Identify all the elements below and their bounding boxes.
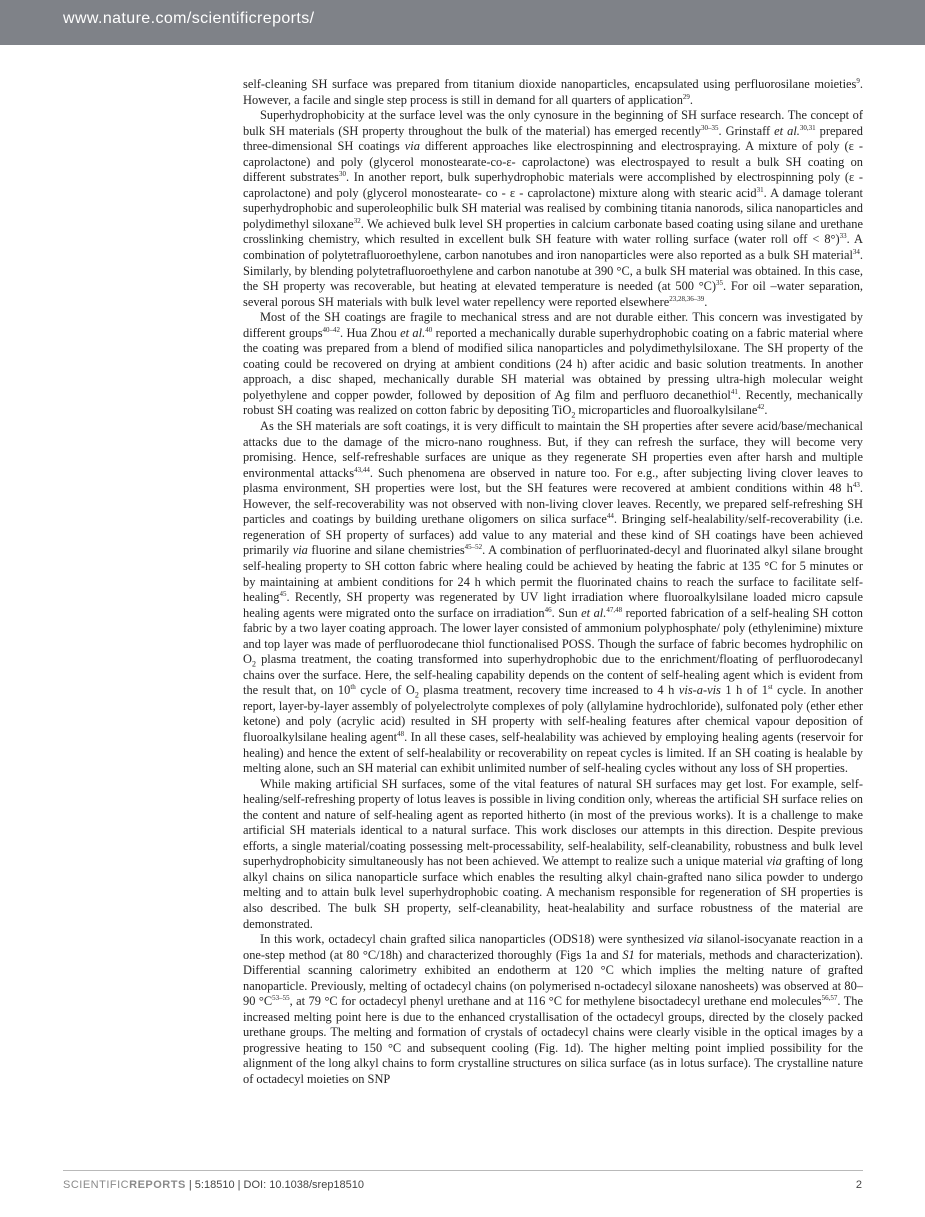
body-paragraph [243,932,863,1087]
reference-superscript: 34 [852,247,860,256]
text-run: prepared three-dimensional SH coatings [243,123,863,154]
text-run: . [689,92,694,107]
text-run: plasma treatment, the coating transformed into superhydrophobic due to the enrichment/floating of perfluorodecanyl chains over the surface. Here, the self-healing capability depends on the content of self-healing agent which is evident from the result that, on 10 [243,652,863,698]
italic-text: vis-a-vis [678,683,721,698]
article-body [243,77,863,1088]
text-run: . [764,403,768,418]
italic-text: et al. [400,325,426,340]
italic-text: et al. [774,123,800,138]
text-run: cycle of O [355,683,415,698]
text-run: . Sun [551,605,582,620]
journal-name-bold: REPORTS [129,1179,186,1191]
text-run: . Recently, SH property was regenerated by UV light irradiation where fluoroalkylsilane loaded micro capsule healing agents were migrated onto the surface on irradiation [243,590,863,620]
text-run: plasma treatment, recovery time increased to 4 h [418,683,679,698]
text-run: . In all these cases, self-healability was achieved by employing healing agents (reservoir for healing) and hence the extent of self-healability or recoverability on repeat cycles is limited. If an SH coating is healable by melting alone, such an SH material can exhibit unlimited number of self-healing cycles without any loss of SH properties. [243,729,863,776]
reference-superscript: 56,57 [821,994,838,1003]
reference-superscript: 41 [730,387,738,396]
text-run: . A damage tolerant superhydrophobic and superoleophilic bulk SH material was realised by combining titania nanorods, silica nanoparticles and polydimethyl siloxane [243,185,863,231]
reference-superscript: 9 [856,76,860,85]
text-run: , at 79 °C for octadecyl phenyl urethane and at 116 °C for methylene bisoctadecyl urethane end molecules [289,994,822,1009]
text-run: cycle. In another report, layer-by-layer assembly of polyelectrolyte complexes of poly (allylamine hydrochloride), sulfonated poly (ether ether ketone) and poly (acrylic acid) resulted in SH property with self-healing features after chemical vapour deposition of fluoroalkylsilane healing agent [243,683,863,744]
text-run: . Similarly, by blending polytetrafluoroethylene and carbon nanotube at 390 °C, a bulk SH material was obtained. In this case, the SH property was recoverable, but heating at elevated temperature is needed (at 500 °C) [243,248,863,294]
reference-superscript: 30,31 [799,123,816,132]
text-run: . We achieved bulk level SH properties in calcium carbonate based coating using silane and urethane crosslinking chemistry, which resulted in excellent bulk SH feature with water rolling surface (water roll off < 8°) [243,216,863,247]
text-run: . The increased melting point here is due to the enhanced crystallisation of the octadecyl groups, directed by the closely packed urethane groups. The melting and formation of crystals of octadecyl chains were clearly visible in the optical images by a progressive heating to 150 °C and subsequent cooling (Fig. 1d). The higher melting point implied possibility for the alignment of the long alkyl chains to form crystalline structures on silica surface (as in lotus surface). The crystalline nature of octadecyl moieties on SNP [243,994,863,1086]
reference-superscript: 45–52 [464,543,483,552]
text-run: . A combination of polytetrafluoroethylene, carbon nanotubes and iron nanoparticles were also reported as a bulk SH material [243,232,863,263]
text-run: As the SH materials are soft coatings, it is very difficult to maintain the SH properties after severe acid/base/mechanical attacks due to the damage of the micro-nano roughness. But, if they can refresh the surface, they will become very promising. Hence, self-refreshable surfaces are unique as they regenerate SH properties even after harsh and multiple environmental attacks [243,419,863,480]
text-run: . In another report, bulk superhydrophobic materials were accomplished by electrospinning poly (ε -caprolactone) and poly (glycerol monostearate- co - ε - caprolactone) mixture along with stearic acid [243,170,863,200]
reference-superscript: 32 [353,216,361,225]
text-run: . [704,294,708,309]
reference-superscript: 44 [606,512,614,521]
text-run: . Such phenomena are observed in nature too. For e.g., after subjecting living clover leaves to plasma environment, SH properties were lost, but the SH features were recovered at ambient conditions within 48 h [243,465,863,496]
footer-separator: | [237,1179,241,1191]
text-run: different approaches like electrospinning and electrospraying. A mixture of poly (ε -caprolactone) and poly (glycerol monostearate-co-ε- caprolactone) was electrospayed to result a bulk SH coating on different substrates [243,139,863,185]
text-run: fluorine and silane chemistries [307,543,465,558]
text-run: Superhydrophobicity at the surface level was the only cynosure in the beginning of SH surface research. The concept of bulk SH materials (SH property throughout the bulk of the material) has emerged recently [243,108,863,138]
text-run: . Grinstaff [718,123,775,138]
footer-separator: | [188,1179,192,1191]
text-run: microparticles and fluoroalkylsilane [575,403,758,418]
text-run: . However, the self-recoverability was not observed with non-living clover leaves. Recently, we prepared self-refreshing SH particles and coatings by building urethane oligomers on silica surface [243,481,863,527]
body-paragraph [243,777,863,932]
text-run: . A combination of perfluorinated-decyl and fluorinated alkyl silane brought self-healing property to SH cotton fabric where healing could be achieved by heating the fabric at 135 °C for 5 minutes or by maintaining at ambient conditions for 24 h which permit the fluorinated chains to reach the surface to facilitate self-healing [243,543,863,605]
reference-superscript: th [350,683,356,692]
italic-text: via [687,932,704,947]
reference-superscript: 31 [756,185,764,194]
text-run: . Hua Zhou [340,325,401,340]
body-paragraph [243,77,863,108]
journal-url[interactable]: www.nature.com/scientificreports/ [63,10,315,27]
journal-name-light: SCIENTIFIC [63,1179,130,1191]
subscript: 2 [571,410,576,420]
italic-text: S1 [622,947,635,962]
text-run: . Bringing self-healability/self-recoverability (i.e. regeneration of SH property of surfaces) add value to any material and these kind of SH coatings have been achieved primarily [243,512,863,558]
reference-superscript: 40–42 [322,325,341,334]
reference-superscript: 43 [852,481,860,490]
body-paragraph [243,419,863,777]
text-run: . Recently, mechanically robust SH coating was realized on cotton fabric by depositing TiO [243,387,863,418]
footer-citation [63,1179,364,1191]
body-paragraph [243,310,863,419]
reference-superscript: 35 [716,278,724,287]
reference-superscript: 30 [338,170,346,179]
italic-text: via [404,139,420,154]
text-run: reported fabrication of a self-healing SH cotton fabric by a two layer coating approach. The lower layer consisted of ammonium polyphosphate/ poly (ethylenimine) mixture and top layer was made of perfluorodecane thiol functionalised POSS. Though the surface of fabric becomes hydrophilic on O [243,605,863,667]
reference-superscript: 42 [757,403,765,412]
text-run: . For oil –water separation, several porous SH materials with bulk level water repellency were reported elsewhere [243,279,863,309]
text-run: While making artificial SH surfaces, some of the vital features of natural SH surfaces may get lost. For example, self-healing/self-refreshing property of lotus leaves is possible in living condition only, whereas the artificial SH surface relies on the content and nature of self-healing agent as reported hitherto (in most of the previous works). It is a challenge to make artificial SH materials identical to a natural surface. This work discloses our attempts in this direction. Despite previous efforts, a single material/coating possessing melt-processability, self-healability, self-cleanability, robustness and bulk level superhydrophobicity simultaneously has not been achieved. We attempt to realize such a unique material [243,776,863,869]
reference-superscript: 53–55 [272,994,290,1003]
text-run: for materials, methods and characterization). Differential scanning calorimetry exhibited an endotherm at 120 °C which implies the melting nature of grafted nanoparticle. Previously, melting of octadecyl chains (on polymerised n-octadecyl siloxane nanosheets) was observed at 80–90 °C [243,947,863,1009]
text-run: 1 h of 1 [720,683,768,698]
reference-superscript: 30–35 [701,123,719,132]
body-paragraph [243,108,863,310]
text-run: . However, a facile and single step process is still in demand for all quarters of application [243,77,863,107]
reference-superscript: st [767,683,773,692]
reference-superscript: 45 [279,589,287,598]
italic-text: et al. [581,605,607,620]
reference-superscript: 29 [682,92,690,101]
reference-superscript: 46 [544,605,552,614]
reference-superscript: 47,48 [606,605,623,614]
footer-divider [63,1170,863,1171]
italic-text: via [766,854,782,869]
reference-superscript: 43,44 [354,465,370,474]
reference-superscript: 33 [839,232,847,241]
text-run: In this work, octadecyl chain grafted silica nanoparticles (ODS18) were synthesized [260,932,688,947]
text-run: Most of the SH coatings are fragile to mechanical stress and are not durable either. This concern was investigated by different groups [243,310,863,340]
doi-text: DOI: 10.1038/srep18510 [243,1179,365,1191]
reference-superscript: 23,28,36–39 [669,294,705,303]
reference-superscript: 40 [425,325,433,334]
page-number: 2 [855,1179,862,1191]
text-run: reported a mechanically durable superhydrophobic coating on a fabric material where the coating was prepared from a blend of modified silica nanoparticles and polydimethylsiloxane. The SH property of the coating could be recovered on drying at ambient conditions (24 h) after acidic and basic solution treatments. In another approach, a disc shaped, mechanically durable SH material was obtained by pressing ultra-high molecular weight polyethylene and copper powder, followed by deposition of Ag film and perfluoro decanethiol [243,325,863,402]
reference-superscript: 48 [397,729,405,738]
italic-text: via [292,543,308,558]
text-run: silanol-isocyanate reaction in a one-step method (at 80 °C/18h) and characterized thoroughly (Figs 1a and [243,932,863,962]
volume-number: 5:18510 [194,1179,235,1191]
subscript: 2 [414,690,419,700]
text-run: grafting of long alkyl chains on silica nanoparticle surface which enables the resulting alkyl chain-grafted nano silica powder to undergo melting and to attain bulk level superhydrophobic coating. A mechanism responsible for regeneration of SH properties is also described. The bulk SH property, self-cleanability, heat-healability and surface robustness of the material are demonstrated. [243,854,863,931]
subscript: 2 [251,659,256,669]
top-banner [0,0,925,45]
text-run: self-cleaning SH surface was prepared from titanium dioxide nanoparticles, encapsulated using perfluorosilane moieties [243,77,857,91]
